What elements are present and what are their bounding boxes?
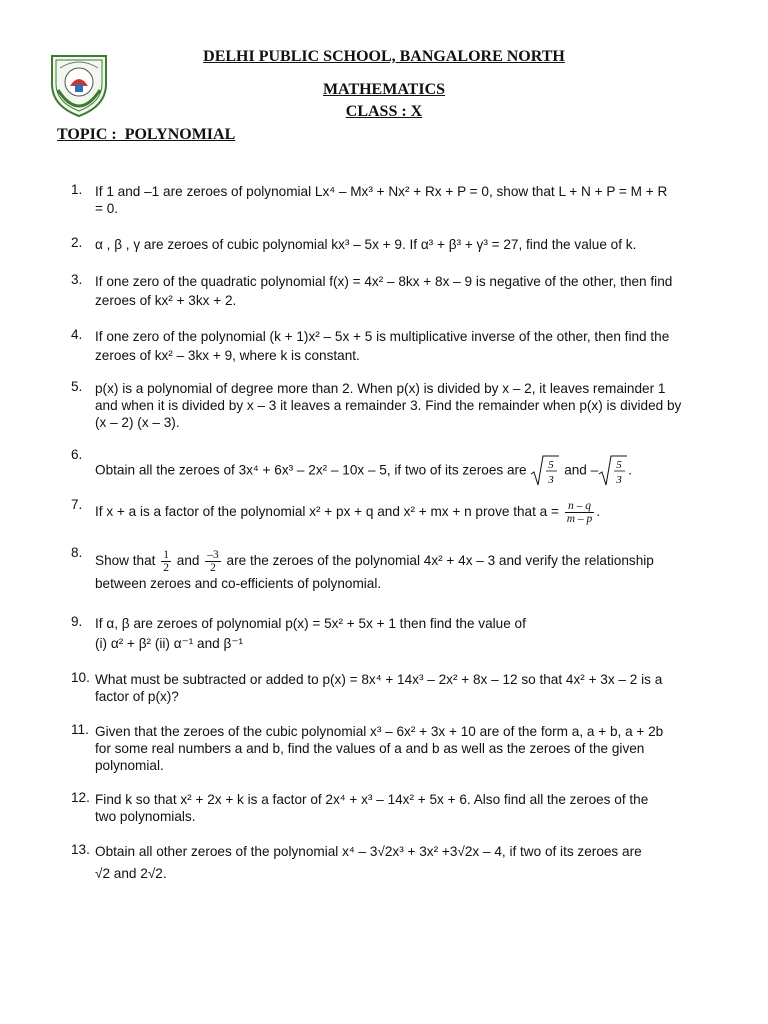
question-number: 6. [71,447,83,462]
fraction-denominator: 3 [616,474,622,486]
question-number: 1. [71,182,83,197]
question-text: are the zeroes of the polynomial 4x² + 4x – 3 and verify the relationship [226,553,654,569]
question-number: 8. [71,545,83,560]
fraction-numerator: –3 [207,549,219,561]
question-text: factor of p(x)? [95,689,179,704]
question-text: zeroes of kx² + 3kx + 2. [95,293,237,308]
question-7 [71,498,721,534]
fraction [565,500,595,525]
question-number: 13. [71,842,90,857]
question-number: 4. [71,327,83,342]
question-text: zeroes of kx² – 3kx + 9, where k is constant. [95,348,360,363]
question-text: and when it is divided by x – 3 it leaves a remainder 3. Find the remainder when p(x) is divided by [95,398,682,413]
question-text: between zeroes and co-efficients of polynomial. [95,576,382,591]
fraction-numerator: n – q [565,500,595,513]
square-root-icon [598,454,628,488]
question-text: Given that the zeroes of the cubic polynomial x³ – 6x² + 3x + 10 are of the form a, a + b, a + 2b [95,724,664,739]
fraction-denominator: 2 [163,562,169,574]
fraction-denominator: 3 [548,474,555,486]
question-number: 5. [71,379,83,394]
period: . [628,462,632,478]
question-text: (i) α² + β² (ii) α⁻¹ and β⁻¹ [95,636,244,651]
question-number: 10. [71,670,90,685]
topic-title: TOPIC : POLYNOMIAL [57,126,236,143]
question-number: 12. [71,790,90,805]
question-text: If 1 and –1 are zeroes of polynomial Lx⁴ – Mx³ + Nx² + Rx + P = 0, show that L + N + P = M + R [95,184,668,199]
question-number: 2. [71,235,83,250]
question-8 [71,546,721,598]
fraction-denominator: 2 [210,562,216,574]
question-text: If one zero of the quadratic polynomial f(x) = 4x² – 8kx + 8x – 9 is negative of the other, then find [95,274,673,289]
question-1 [71,183,721,219]
question-number: 11. [71,722,89,737]
question-text: Obtain all the zeroes of 3x⁴ + 6x³ – 2x² – 10x – 5, if two of its zeroes are [95,462,527,478]
subject-title: MATHEMATICS [322,81,446,98]
square-root-icon [530,454,560,488]
fraction [205,549,221,574]
question-text: If α, β are zeroes of polynomial p(x) = 5x² + 5x + 1 then find the value of [95,616,526,631]
fraction [161,549,171,574]
fraction-numerator: 1 [163,549,169,561]
question-text: If one zero of the polynomial (k + 1)x² – 5x + 5 is multiplicative inverse of the other, then find the [95,329,670,344]
conjunction-text: and [176,553,200,569]
question-number: 3. [71,272,83,287]
class-title: CLASS : X [345,103,423,120]
question-text: polynomial. [95,758,164,773]
school-name: DELHI PUBLIC SCHOOL, BANGALORE NORTH [203,48,565,65]
question-text: p(x) is a polynomial of degree more than 2. When p(x) is divided by x – 2, it leaves remainder 1 [95,381,666,396]
period: . [596,504,601,520]
question-text: (x – 2) (x – 3). [95,415,180,430]
question-number: 9. [71,614,83,629]
question-text: for some real numbers a and b, find the values of a and b as well as the zeroes of the given [95,741,645,756]
question-text: Show that [95,553,156,569]
minus-sign: – [590,462,599,478]
conjunction-text: and [564,462,587,478]
question-number: 7. [71,497,83,512]
question-text: = 0. [95,201,119,216]
question-text: If x + a is a factor of the polynomial x² + px + q and x² + mx + n prove that a = [95,504,559,520]
question-text: Find k so that x² + 2x + k is a factor of 2x⁴ + x³ – 14x² + 5x + 6. Also find all the zeroes of the [95,792,649,807]
question-text: What must be subtracted or added to p(x) = 8x⁴ + 14x³ – 2x² + 8x – 12 so that 4x² + 3x – 2 is a [95,672,663,687]
question-6 [71,448,721,488]
question-text: Obtain all other zeroes of the polynomial x⁴ – 3√2x³ + 3x² +3√2x – 4, if two of its zeroes are [95,844,642,859]
fraction-numerator: 5 [616,459,622,471]
fraction-denominator: m – p [566,513,593,525]
fraction-numerator: 5 [548,459,555,471]
question-text: √2 and 2√2. [95,866,167,881]
question-text: α , β , γ are zeroes of cubic polynomial kx³ – 5x + 9. If α³ + β³ + γ³ = 27, find the value of k. [95,237,637,252]
question-text: two polynomials. [95,809,196,824]
